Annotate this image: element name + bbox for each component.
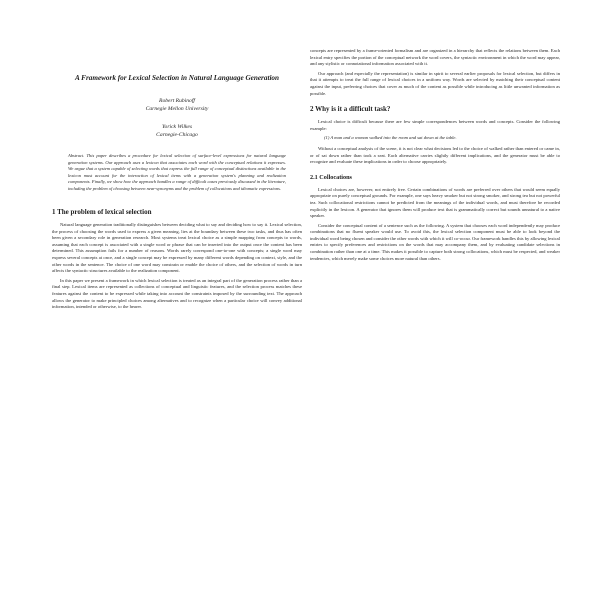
body-paragraph: Our approach (and especially the representation) is similar in spirit to several earlier proposals for lexical selection, but differs in that it attempts to treat the full range of lexical choices in a uniform way. Words are selected by matching their conceptual content against the input, preferring choices that cover as much of the content as possible while introducing as little unwanted information as possible. (310, 70, 560, 96)
paper-title: A Framework for Lexical Selection in Natural Language Generation (74, 74, 280, 82)
body-paragraph: Natural language generation traditionally distinguishes between deciding what to say and deciding how to say it. Lexical selection, the process of choosing the words used to express a given meaning, lies at the boundary between these two tasks, and thus has often been given a secondary role in generation research. Most systems treat lexical choice as a simple mapping from concepts to words, assuming that each concept is associated with a single word or phrase that can be inserted into the output once the content has been determined. This assumption fails for a number of reasons. Words rarely correspond one-to-one with concepts; a single word may express several concepts at once, and a single concept may be expressed by many different words depending on context, style, and the other words in the sentence. The choice of one word may constrain or enable the choice of others, and the selection of words in turn affects the syntactic structures available to the realization component. (52, 222, 302, 274)
subsection-heading: 2.1 Collocations (310, 173, 352, 181)
author-block-2 (52, 123, 302, 139)
author-affiliation: Carnegie Mellon University (145, 106, 209, 112)
section-heading: 1 The problem of lexical selection (52, 208, 152, 216)
abstract: Abstract. This paper describes a procedure for lexical selection of surface-level expressions for natural language generation systems. Our approach uses a lexicon that associates each word with the conceptual relations it expresses. We argue that a system capable of selecting words that express the full range of conceptual distinctions available in the lexicon must account for the interaction of lexical items with a generation system's planning and realization components. Finally, we show how the approach handles a range of difficult cases previously discussed in the literature, including the problem of choosing between near-synonyms and the problem of collocations and idiomatic expressions. (68, 153, 286, 191)
body-paragraph: Lexical choice is difficult because there are few simple correspondences between words and concepts. Consider the following example: (310, 119, 560, 131)
section-heading: 2 Why is it a difficult task? (310, 105, 391, 114)
author-name: Yorick Wilkes (161, 124, 193, 130)
author-affiliation: Carnegie-Chicago (156, 132, 198, 138)
body-paragraph: concepts are represented by a frame-oriented formalism and are organized in a hierarchy that reflects the relations between them. Each lexical entry specifies the portion of the conceptual network the word covers, the syntactic environment in which the word may appear, and any stylistic or connotational information associated with it. (310, 48, 560, 67)
author-name: Robert Rubinoff (159, 98, 195, 104)
right-column (310, 48, 560, 265)
author-block-1 (52, 97, 302, 113)
body-paragraph: Lexical choices are, however, not entirely free. Certain combinations of words are preferred over others that would seem equally appropriate on purely conceptual grounds. For example, one says heavy smoker but not strong smoker, and strong tea but not powerful tea. Such collocational restrictions cannot be predicted from the meanings of the individual words, and must therefore be recorded explicitly in the lexicon. A generator that ignores them will produce text that is grammatically correct but sounds unnatural to a native speaker. (310, 186, 560, 219)
left-column (52, 62, 302, 314)
body-paragraph: Without a conceptual analysis of the scene, it is not clear what decisions led to the choice of walked rather than entered or came in, or of sat down rather than took a seat. Each alternative carries slightly different implications, and the generator must be able to recognize and evaluate these implications in order to choose appropriately. (310, 145, 560, 165)
example-sentence: (1) A man and a woman walked into the room and sat down at the table. (324, 135, 457, 141)
body-paragraph: Consider the conceptual content of a sentence such as the following. A system that chooses each word independently may produce combinations that no fluent speaker would use. To avoid this, the lexical selection component must be able to look beyond the individual word being chosen and consider the other words with which it will co-occur. Our framework handles this by allowing lexical entries to specify preferences and restrictions on the words that may accompany them, and by evaluating candidate selections in combination rather than one at a time. This makes it possible to capture both strong collocations, which must be respected, and weaker tendencies, which merely make some choices more natural than others. (310, 222, 560, 261)
body-paragraph: In this paper we present a framework in which lexical selection is treated as an integral part of the generation process rather than a final step. Lexical items are represented as collections of conceptual and linguistic features, and the selection process matches these features against the content to be expressed while taking into account the constraints imposed by the surrounding text. The approach allows the generator to make principled choices among alternatives and to recognize when a particular choice will convey additional information, intended or otherwise, to the hearer. (52, 277, 302, 310)
